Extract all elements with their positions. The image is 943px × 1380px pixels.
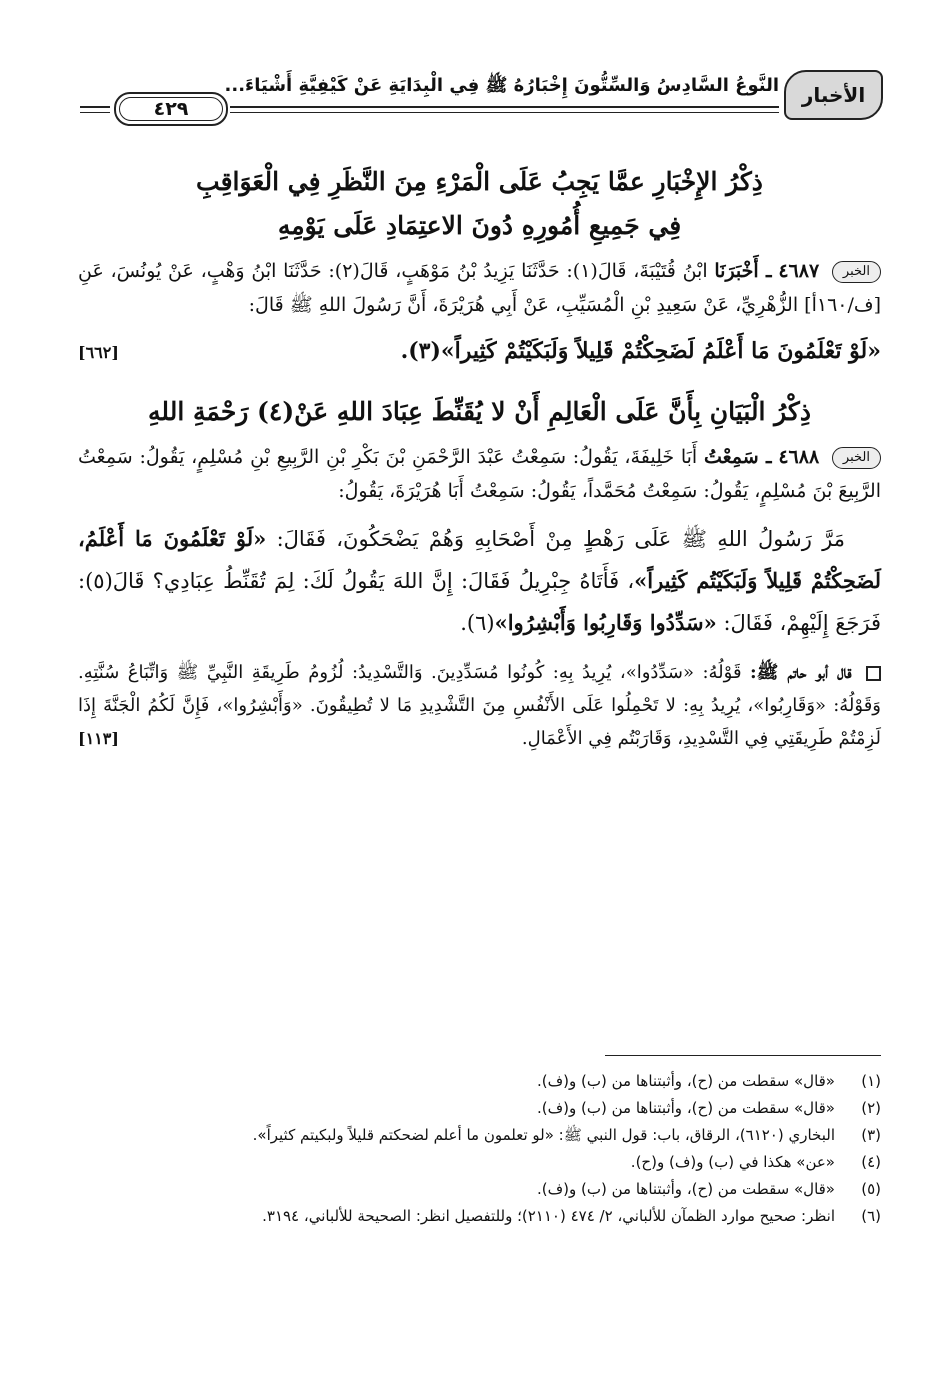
matn-text: مَرَّ رَسُولُ اللهِ ﷺ عَلَى رَهْطٍ مِنْ أَصْحَابِهِ وَهُمْ يَضْحَكُونَ، فَقَالَ: xyxy=(276,527,845,551)
footnote-rule xyxy=(605,1055,881,1056)
footnote-text: «قال» سقطت من (ح)، وأثبتناها من (ب) و(ف). xyxy=(536,1099,835,1117)
footnote-number: (٣) xyxy=(861,1126,881,1144)
commentary-text: قَوْلُهُ: «سَدِّدُوا»، يُرِيدُ بِهِ: كُونُوا مُسَدِّدِينَ. وَالتَّسْدِيدُ: لُزُومُ طَرِيقَةِ النَّبِيِّ ﷺ وَاتِّبَاعُ سُنَّتِهِ. وَقَوْلُهُ: «وَقَارِبُوا»، يُرِيدُ بِهِ: لا تَحْمِلُوا عَلَى الأَنْفُسِ مِنَ التَّشْدِيدِ مَا لا تُطِيقُونَ. «وَأَبْشِرُوا»، فَإِنَّ لَكُمُ الْجَنَّةَ إِذَا لَزِمْتُمْ طَرِيقَتِي فِي التَّسْدِيدِ، وَقَارَبْتُم فِي الأَعْمَالِ. xyxy=(78,662,881,749)
isnad-text: ابْنُ قُتَيْبَةَ، قَالَ(١): حَدَّثَنَا يَزِيدُ بْنُ مَوْهَبٍ، قَالَ(٢): حَدَّثَنَا ابْنُ وَهْبٍ، عَنْ يُونُسَ، عَنِ [ف/١٦٠أ] الزُّهْرِيِّ، عَنْ سَعِيدِ بْنِ الْمُسَيِّبِ، عَنْ أَبِي هُرَيْرَةَ، أَنَّ رَسُولَ اللهِ ﷺ قَالَ: xyxy=(78,260,881,316)
running-title: النَّوعُ السَّادِسُ وَالسِّتُّونَ إِخْبَارُهُ ﷺ فِي الْبِدَايَةِ عَنْ كَيْفِيَّةِ أَشْيَاءَ... xyxy=(224,75,779,96)
transmission-word: أَخْبَرَنَا xyxy=(714,260,759,282)
hadith-number: ٤٦٨٨ xyxy=(778,446,820,468)
main-text xyxy=(78,160,881,755)
hadith-reference: [٦٦٢] xyxy=(78,343,119,362)
footnote xyxy=(78,1203,881,1230)
hadith-number: ٤٦٨٧ xyxy=(778,260,820,282)
footnote-text: «عن» هكذا في (ب) و(ف) و(ح). xyxy=(630,1153,835,1171)
footnote xyxy=(78,1149,881,1176)
page-number: ٤٢٩ xyxy=(114,92,228,126)
header-rule xyxy=(80,106,110,108)
commentary xyxy=(78,656,881,755)
hadith-tag: الخبر xyxy=(832,261,881,283)
isnad-text: أَبَا خَلِيفَةَ، يَقُولُ: سَمِعْتُ عَبْدَ الرَّحْمَنِ بْنَ بَكْرِ بْنِ الرَّبِيعِ بْنِ مُسْلِمٍ، يَقُولُ: سَمِعْتُ الرَّبِيعَ بْنَ مُسْلِمٍ، يَقُولُ: سَمِعْتُ مُحَمَّداً، يَقُولُ: سَمِعْتُ أَبَا هُرَيْرَةَ، يَقُولُ: xyxy=(78,446,881,502)
matn-quote: «سَدِّدُوا وَقَارِبُوا وَأَبْشِرُوا» xyxy=(494,610,717,635)
header-rule xyxy=(230,106,779,108)
hadith-matn xyxy=(78,328,881,376)
hadith-isnad: الخبر ٤٦٨٨ ـ سَمِعْتُ أَبَا خَلِيفَةَ، يَقُولُ: سَمِعْتُ عَبْدَ الرَّحْمَنِ بْنَ بَكْرِ بْنِ الرَّبِيعِ بْنِ مُسْلِمٍ، يَقُولُ: سَمِعْتُ الرَّبِيعَ بْنَ مُسْلِمٍ، يَقُولُ: سَمِعْتُ مُحَمَّداً، يَقُولُ: سَمِعْتُ أَبَا هُرَيْرَةَ، يَقُولُ: xyxy=(78,446,881,502)
header-rule xyxy=(230,112,779,113)
running-header xyxy=(80,68,883,132)
header-rule xyxy=(80,112,110,113)
footnote xyxy=(78,1122,881,1149)
footnote-number: (١) xyxy=(861,1072,881,1090)
chapter-badge: الأخبار xyxy=(784,70,883,120)
section-title-line: ذِكْرُ الإِخْبَارِ عمَّا يَجِبُ عَلَى الْمَرْءِ مِنَ النَّظَرِ فِي الْعَوَاقِبِ xyxy=(196,167,763,196)
footnote xyxy=(78,1176,881,1203)
footnotes xyxy=(78,1068,881,1230)
hadith-isnad: الخبر ٤٦٨٧ ـ أَخْبَرَنَا ابْنُ قُتَيْبَةَ، قَالَ(١): حَدَّثَنَا يَزِيدُ بْنُ مَوْهَبٍ، قَالَ(٢): حَدَّثَنَا ابْنُ وَهْبٍ، عَنْ يُونُسَ، عَنِ [ف/١٦٠أ] الزُّهْرِيِّ، عَنْ سَعِيدِ بْنِ الْمُسَيِّبِ، عَنْ أَبِي هُرَيْرَةَ، أَنَّ رَسُولَ اللهِ ﷺ قَالَ: xyxy=(78,260,881,316)
hadith-reference: [١١٣] xyxy=(78,729,119,748)
commentary-lead: قال أبو حاتم ﷺ: xyxy=(750,662,852,683)
section-title-line: فِي جَمِيعِ أُمُورِهِ دُونَ الاعتِمَادِ عَلَى يَوْمِهِ xyxy=(277,211,682,240)
square-bullet-icon xyxy=(866,666,881,681)
footnote-text: البخاري (٦١٢٠)، الرقاق، باب: قول النبي ﷺ: «لو تعلمون ما أعلم لضحكتم قليلاً ولبكيتم كثيراً». xyxy=(252,1126,835,1144)
footnote-number: (٤) xyxy=(861,1153,881,1171)
hadith-quote: «لَوْ تَعْلَمُونَ مَا أَعْلَمُ لَضَحِكْتُمْ قَلِيلاً وَلَبَكَيْتُمْ كَثِيراً»(٣). xyxy=(400,338,881,364)
transmission-word: سَمِعْتُ xyxy=(703,446,759,468)
footnote-number: (٦) xyxy=(861,1207,881,1225)
section-title xyxy=(78,160,881,248)
matn-quote: «لَوْ تَعْلَمُونَ مَا أَعْلَمُ، لَضَحِكْتُمْ قَلِيلاً وَلَبَكَيْتُم كَثِيراً» xyxy=(78,526,881,593)
footnote-text: انظر: صحيح موارد الظمآن للألباني، ٢/ ٤٧٤ (٢١١٠)؛ وللتفصيل انظر: الصحيحة للألباني، ٣١٩٤. xyxy=(262,1207,835,1225)
hadith-matn xyxy=(78,518,881,644)
footnote-number: (٢) xyxy=(861,1099,881,1117)
footnote xyxy=(78,1068,881,1095)
matn-text: ، فَأَتَاهُ جِبْرِيلُ فَقَالَ: إِنَّ اللهَ يَقُولُ لَكَ: لِمَ تُقَنِّطُ عِبَادِي؟ قَالَ(٥): فَرَجَعَ إِلَيْهِمْ، فَقَالَ: xyxy=(78,569,881,635)
hadith-tag: الخبر xyxy=(832,447,881,469)
footnote xyxy=(78,1095,881,1122)
matn-text: (٦). xyxy=(460,611,495,635)
section-title-line: ذِكْرُ الْبَيَانِ بِأَنَّ عَلَى الْعَالِمِ أَنْ لا يُقَنِّطَ عِبَادَ اللهِ عَنْ(٤) رَحْمَةِ اللهِ xyxy=(148,397,811,426)
footnote-number: (٥) xyxy=(861,1180,881,1198)
footnote-text: «قال» سقطت من (ح)، وأثبتناها من (ب) و(ف). xyxy=(536,1072,835,1090)
footnote-text: «قال» سقطت من (ح)، وأثبتناها من (ب) و(ف). xyxy=(536,1180,835,1198)
section-title xyxy=(78,390,881,434)
